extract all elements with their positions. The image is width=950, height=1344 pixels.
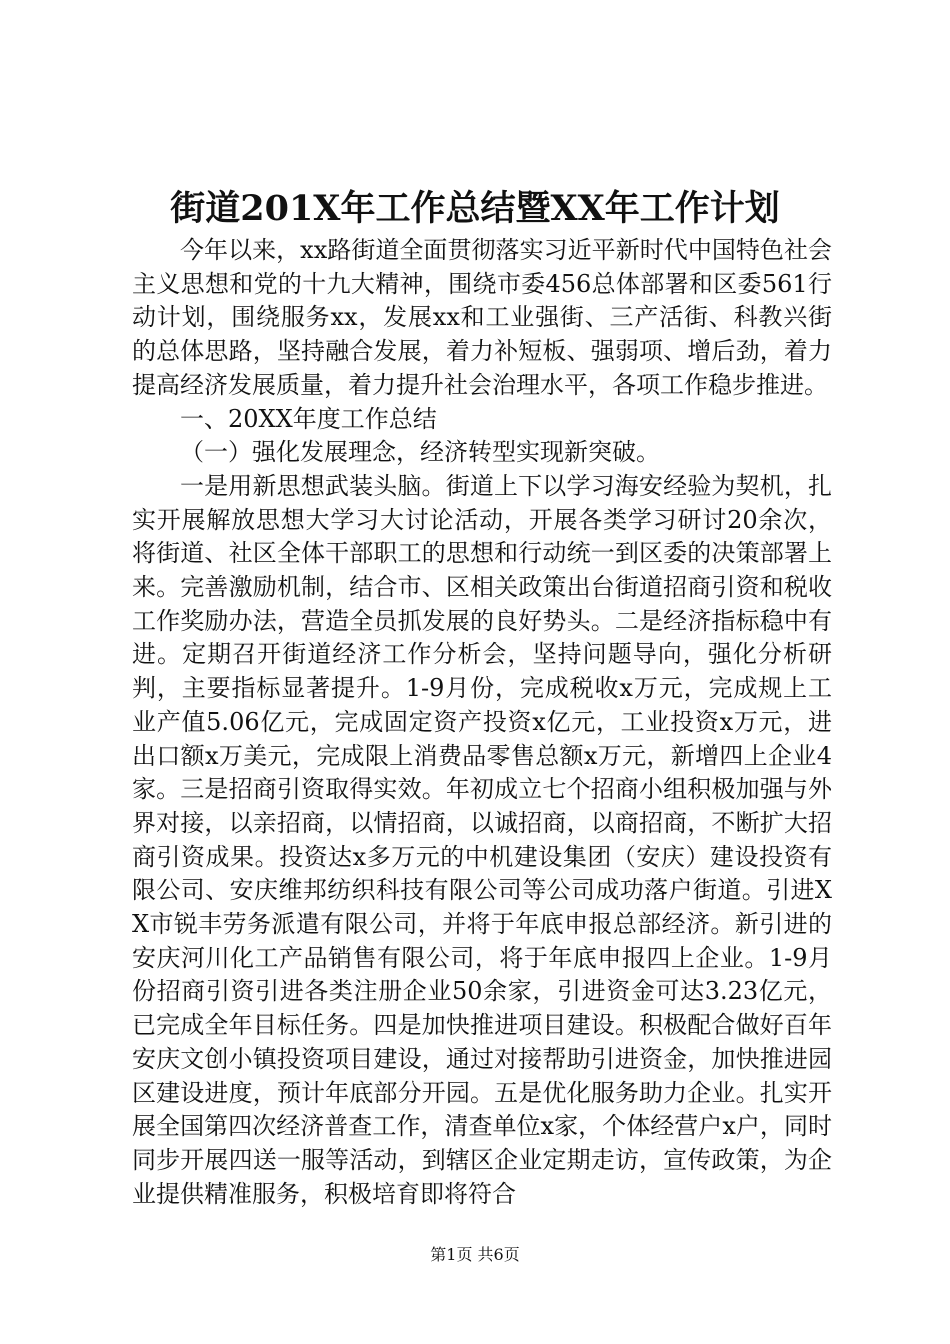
subsection-heading: （一）强化发展理念，经济转型实现新突破。	[180, 438, 660, 467]
document-body	[132, 234, 832, 1211]
document-title: 街道201X年工作总结暨XX年工作计划	[170, 188, 780, 229]
body-paragraph: 一是用新思想武装头脑。街道上下以学习海安经验为契机，扎实开展解放思想大学习大讨论活动，开展各类学习研讨20余次，将街道、社区全体干部职工的思想和行动统一到区委的决策部署上来。完善激励机制，结合市、区相关政策出台街道招商引资和税收工作奖励办法，营造全员抓发展的良好势头。二是经济指标稳中有进。定期召开街道经济工作分析会，坚持问题导向，强化分析研判，主要指标显著提升。1-9月份，完成税收x万元，完成规上工业产值5.06亿元，完成固定资产投资x亿元，工业投资x万元，进出口额x万美元，完成限上消费品零售总额x万元，新增四上企业4家。三是招商引资取得实效。年初成立七个招商小组积极加强与外界对接，以亲招商，以情招商，以诚招商，以商招商，不断扩大招商引资成果。投资达x多万元的中机建设集团（安庆）建设投资有限公司、安庆维邦纺织科技有限公司等公司成功落户街道。引进XX市锐丰劳务派遣有限公司，并将于年底申报总部经济。新引进的安庆河川化工产品销售有限公司，将于年底申报四上企业。1-9月份招商引资引进各类注册企业50余家，引进资金可达3.23亿元，已完成全年目标任务。四是加快推进项目建设。积极配合做好百年安庆文创小镇投资项目建设，通过对接帮助引进资金，加快推进园区建设进度，预计年底部分开园。五是优化服务助力企业。扎实开展全国第四次经济普查工作，清查单位x家，个体经营户x户，同时同步开展四送一服等活动，到辖区企业定期走访，宣传政策，为企业提供精准服务，积极培育即将符合	[132, 471, 832, 1208]
section-heading: 一、20XX年度工作总结	[180, 404, 437, 433]
intro-paragraph: 今年以来，xx路街道全面贯彻落实习近平新时代中国特色社会主义思想和党的十九大精神，围绕市委456总体部署和区委561行动计划，围绕服务xx，发展xx和工业强街、三产活街、科教兴街的总体思路，坚持融合发展，着力补短板、强弱项、增后劲，着力提高经济发展质量，着力提升社会治理水平，各项工作稳步推进。	[132, 236, 832, 399]
page-footer: 第1页 共6页	[430, 1245, 520, 1264]
